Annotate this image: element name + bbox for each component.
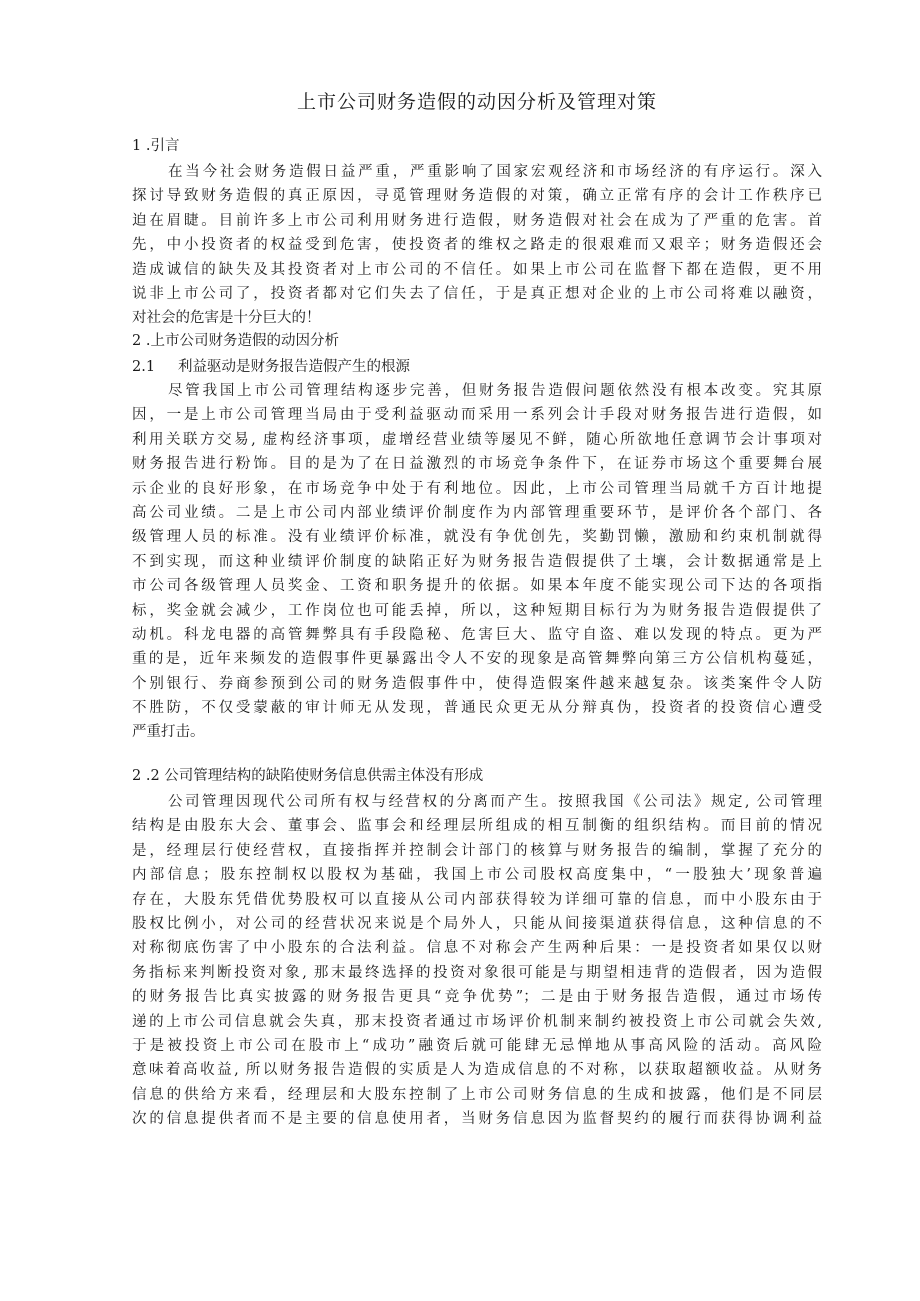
paragraph-line: 严重打击。 (132, 724, 205, 741)
paragraph-line: 高公司业绩。二是上市公司内部业绩评价制度作为内部管理重要环节，是评价各个部门、各 (132, 504, 822, 521)
paragraph-line: 重的是，近年来频发的造假事件更暴露出令人不安的现象是高管舞弊向第三方公信机构蔓延， (132, 651, 822, 668)
paragraph-line: 市公司各级管理人员奖金、工资和职务提升的依据。如果本年度不能实现公司下达的各项指 (132, 578, 822, 595)
section-heading-1: 1 .引言 (132, 138, 180, 154)
paragraph-line: 不胜防，不仅受蒙蔽的审计师无从发现，普通民众更无从分辩真伪，投资者的投资信心遭受 (132, 700, 822, 717)
paragraph-governance (132, 790, 822, 1131)
paragraph-line: 对社会的危害是十分巨大的！ (132, 310, 321, 327)
section-number: 2.1 (132, 359, 156, 375)
paragraph-line: 次的信息提供者而不是主要的信息使用者，当财务信息因为监督契约的履行而获得协调利益 (132, 1111, 822, 1128)
paragraph-line: 存在，大股东凭借优势股权可以直接从公司内部获得较为详细可靠的信息，而中小股东由于 (132, 891, 822, 908)
section-heading-2-2: 2 .2 公司管理结构的缺陷使财务信息供需主体没有形成 (132, 768, 484, 784)
paragraph-line: 动机。科龙电器的高管舞弊具有手段隐秘、危害巨大、监守自盗、难以发现的特点。更为严 (132, 626, 822, 643)
paragraph-line: 股权比例小，对公司的经营状况来说是个局外人，只能从间接渠道获得信息，这种信息的不 (132, 915, 822, 932)
paragraph-line: 利用关联方交易, 虚构经济事项，虚增经营业绩等屡见不鲜，随心所欲地任意调节会计事项对 (132, 431, 822, 448)
paragraph-line: 先，中小投资者的权益受到危害，使投资者的维权之路走的很艰难而又艰辛；财务造假还会 (132, 237, 822, 254)
paragraph-line: 于是被投资上市公司在股市上“成功”融资后就可能肆无忌惮地从事高风险的活动。高风险 (132, 1037, 822, 1054)
paragraph-line: 是，经理层行使经营权，直接指挥并控制会计部门的核算与财务报告的编制，掌握了充分的 (132, 842, 822, 859)
paragraph-line: 递的上市公司信息就会失真，那末投资者通过市场评价机制来制约被投资上市公司就会失效, (132, 1013, 822, 1030)
paragraph-line: 公司管理因现代公司所有权与经营权的分离而产生。按照我国《公司法》规定, 公司管理 (168, 794, 822, 810)
paragraph-line: 的财务报告比真实披露的财务报告更具“竞争优势”；二是由于财务报告造假，通过市场传 (132, 989, 822, 1006)
paragraph-line: 级管理人员的标准。没有业绩评价标准，就没有争优创先，奖勤罚懒，激励和约束机制就得 (132, 529, 822, 546)
section-heading-text: 利益驱动是财务报告造假产生的根源 (178, 359, 410, 375)
paragraph-profit-driven (132, 379, 822, 745)
paragraph-line: 结构是由股东大会、董事会、监事会和经理层所组成的相互制衡的组织结构。而目前的情况 (132, 818, 822, 835)
paragraph-line: 造成诚信的缺失及其投资者对上市公司的不信任。如果上市公司在监督下都在造假，更不用 (132, 261, 822, 278)
paragraph-line: 务指标来判断投资对象, 那末最终选择的投资对象很可能是与期望相违背的造假者，因为造假 (132, 964, 822, 981)
paragraph-line: 探讨导致财务造假的真正原因，寻觅管理财务造假的对策，确立正常有序的会计工作秩序已 (132, 188, 822, 205)
paragraph-line: 迫在眉睫。目前许多上市公司利用财务进行造假，财务造假对社会在成为了严重的危害。首 (132, 212, 822, 229)
paragraph-line: 因，一是上市公司管理当局由于受利益驱动而采用一系列会计手段对财务报告进行造假，如 (132, 407, 822, 424)
paragraph-line: 不到实现，而这种业绩评价制度的缺陷正好为财务报告造假提供了土壤，会计数据通常是上 (132, 553, 822, 570)
document-title: 上市公司财务造假的动因分析及管理对策 (296, 91, 657, 113)
paragraph-line: 财务报告进行粉饰。目的是为了在日益激烈的市场竞争条件下，在证券市场这个重要舞台展 (132, 456, 822, 473)
paragraph-line: 在当今社会财务造假日益严重，严重影响了国家宏观经济和市场经济的有序运行。深入 (168, 164, 822, 180)
paragraph-line: 意味着高收益, 所以财务报告造假的实质是人为造成信息的不对称，以获取超额收益。从财务 (132, 1062, 822, 1079)
paragraph-line: 个别银行、券商参预到公司的财务造假事件中，使得造假案件越来越复杂。该类案件令人防 (132, 675, 822, 692)
paragraph-line: 示企业的良好形象，在市场竞争中处于有利地位。因此，上市公司管理当局就千方百计地提 (132, 480, 822, 497)
paragraph-line: 说非上市公司了，投资者都对它们失去了信任，于是真正想对企业的上市公司将难以融资， (132, 285, 822, 302)
paragraph-intro (132, 160, 822, 331)
paragraph-line: 对称彻底伤害了中小股东的合法利益。信息不对称会产生两种后果：一是投资者如果仅以财 (132, 940, 822, 957)
paragraph-line: 内部信息；股东控制权以股权为基础，我国上市公司股权高度集中，“一股独大’现象普遍 (132, 867, 822, 884)
section-heading-2-1 (132, 355, 410, 379)
paragraph-line: 尽管我国上市公司管理结构逐步完善，但财务报告造假问题依然没有根本改变。究其原 (168, 383, 822, 399)
paragraph-line: 标，奖金就会减少，工作岗位也可能丢掉，所以，这种短期目标行为为财务报告造假提供了 (132, 602, 822, 619)
section-heading-2: 2 .上市公司财务造假的动因分析 (132, 333, 339, 349)
paragraph-line: 信息的供给方来看，经理层和大股东控制了上市公司财务信息的生成和披露，他们是不同层 (132, 1086, 822, 1103)
